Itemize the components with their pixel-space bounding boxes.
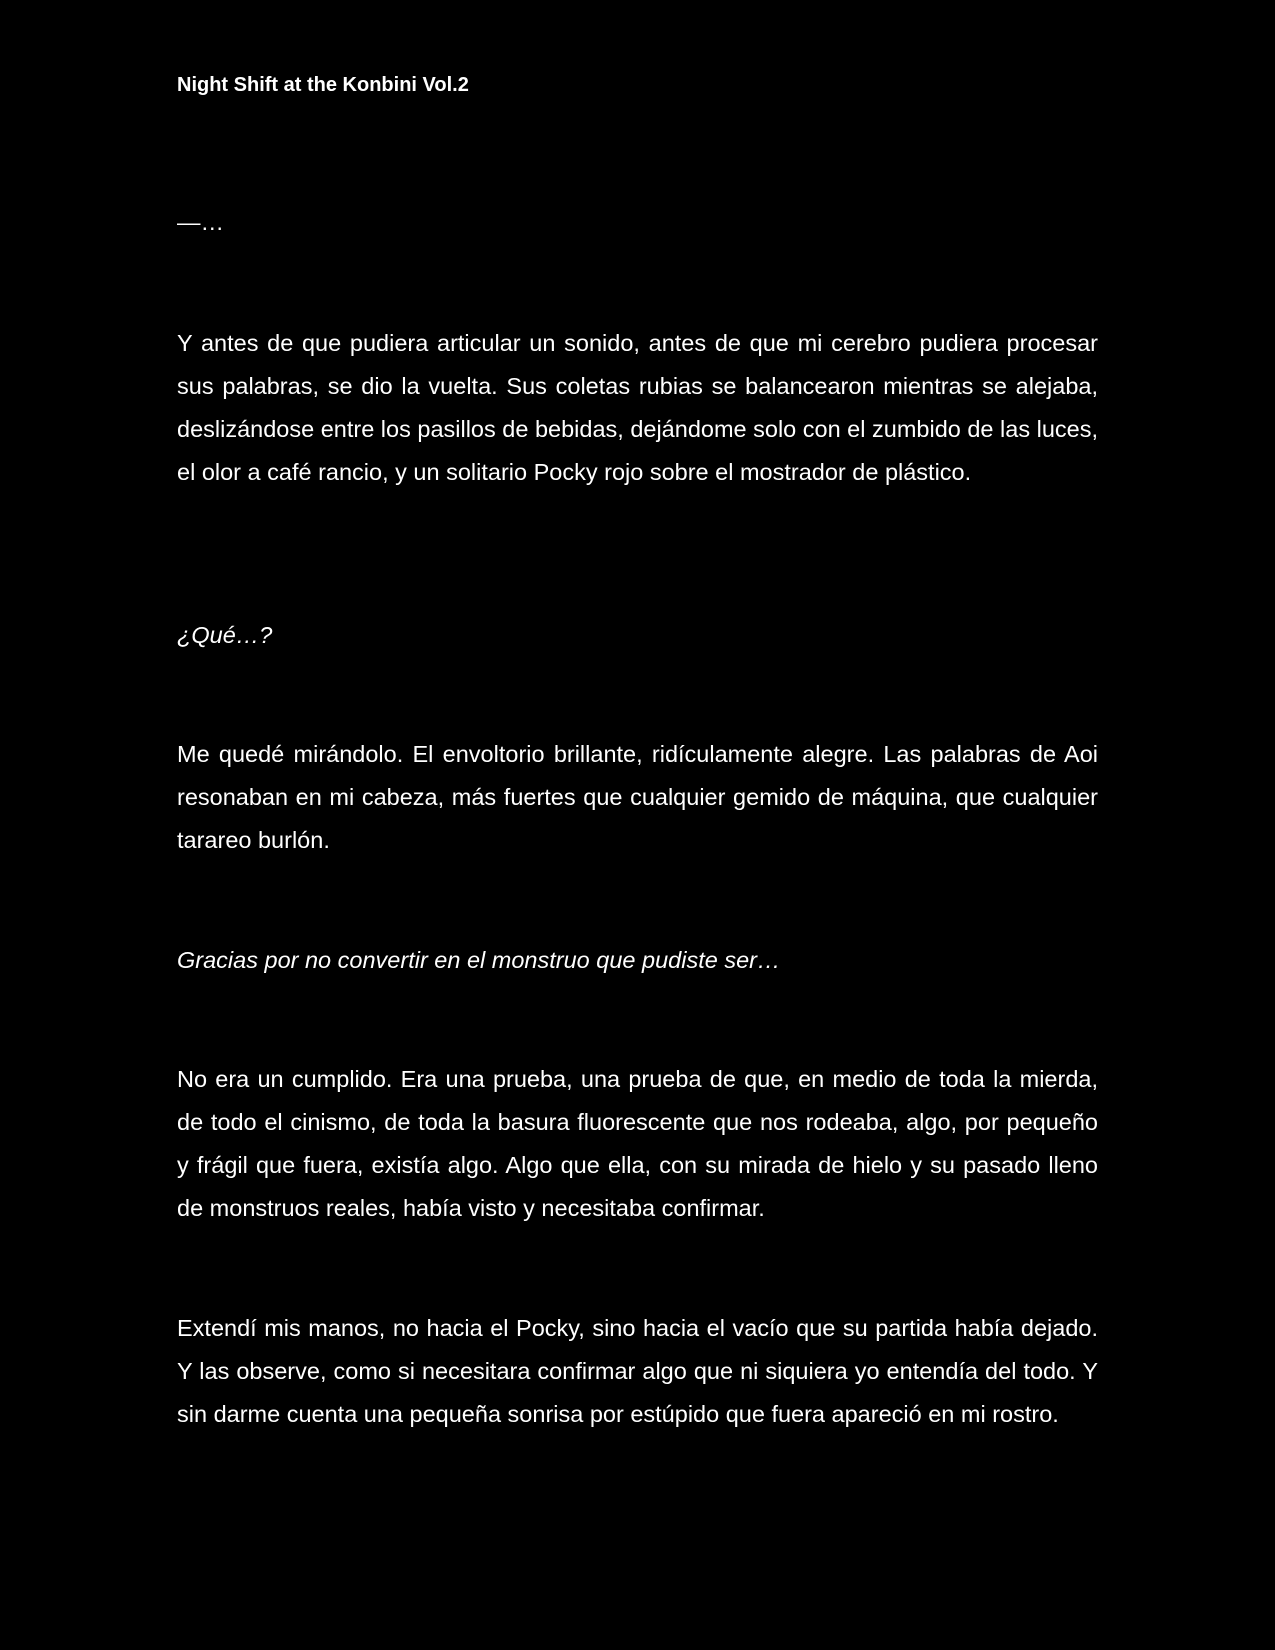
- paragraph-dash: —…: [177, 209, 224, 235]
- paragraph-2: Me quedé mirándolo. El envoltorio brillante, ridículamente alegre. Las palabras de Aoi resonaban en mi cabeza, más fuertes que cualquier gemido de máquina, que cualquier tarareo burlón.: [177, 741, 1098, 853]
- paragraph-italic-thought: Gracias por no convertir en el monstruo que pudiste ser…: [177, 947, 781, 973]
- paragraph-italic-question: ¿Qué…?: [177, 622, 273, 648]
- paragraph-1: Y antes de que pudiera articular un sonido, antes de que mi cerebro pudiera procesar sus palabras, se dio la vuelta. Sus coletas rubias se balancearon mientras se alejaba, deslizándose entre los pasillos de bebidas, dejándome solo con el zumbido de las luces, el olor a café rancio, y un solitario Pocky rojo sobre el mostrador de plástico.: [177, 330, 1098, 485]
- running-header-title: Night Shift at the Konbini Vol.2: [177, 74, 469, 96]
- paragraph-4: Extendí mis manos, no hacia el Pocky, sino hacia el vacío que su partida había dejado. Y las observe, como si necesitara confirmar algo que ni siquiera yo entendía del todo. Y sin darme cuenta una pequeña sonrisa por estúpido que fuera apareció en mi rostro.: [177, 1315, 1098, 1427]
- paragraph-3: No era un cumplido. Era una prueba, una prueba de que, en medio de toda la mierda, de todo el cinismo, de toda la basura fluorescente que nos rodeaba, algo, por pequeño y frágil que fuera, existía algo. Algo que ella, con su mirada de hielo y su pasado lleno de monstruos reales, había visto y necesitaba confirmar.: [177, 1066, 1098, 1221]
